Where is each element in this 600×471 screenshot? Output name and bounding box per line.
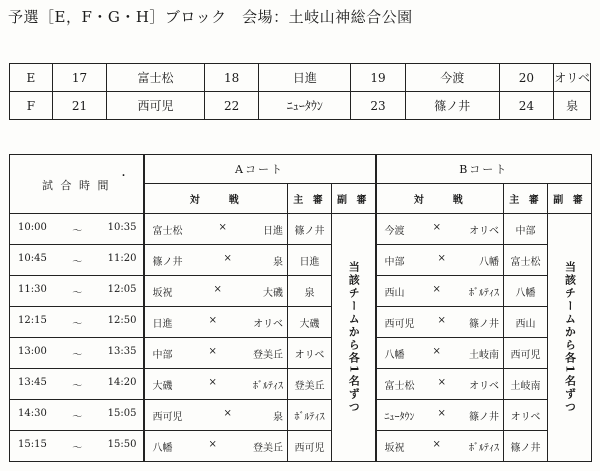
team-away: オリベ bbox=[253, 318, 283, 330]
court-a-referee: 大磯 bbox=[288, 307, 332, 338]
court-a-match bbox=[144, 245, 288, 276]
court-a-match bbox=[144, 400, 288, 431]
end-time: 12:50 bbox=[107, 314, 137, 326]
time-range bbox=[10, 222, 143, 237]
match-pair bbox=[377, 346, 504, 361]
dot-mark: ・ bbox=[118, 171, 129, 182]
team-away: オリベ bbox=[469, 380, 499, 392]
court-a-match-header: 対 戦 bbox=[144, 184, 288, 214]
team-away: 登美丘 bbox=[252, 442, 283, 454]
schedule-row bbox=[10, 276, 592, 307]
team-away: 大磯 bbox=[262, 287, 283, 299]
team-name: 篠ノ井 bbox=[405, 92, 499, 120]
match-pair bbox=[145, 346, 288, 361]
tilde: 〜 bbox=[72, 287, 83, 299]
court-b-match bbox=[376, 214, 504, 245]
start-time: 15:15 bbox=[18, 438, 47, 450]
team-home: 西可児 bbox=[152, 411, 183, 423]
court-b-match bbox=[376, 276, 504, 307]
team-home: 富士松 bbox=[152, 225, 183, 237]
team-home: 坂祝 bbox=[384, 442, 405, 454]
court-b-referee: 篠ノ井 bbox=[504, 431, 548, 462]
start-time: 14:30 bbox=[18, 407, 47, 419]
schedule-row bbox=[10, 214, 592, 245]
match-pair bbox=[377, 408, 504, 423]
court-b-referee: 土岐南 bbox=[504, 369, 548, 400]
end-time: 14:20 bbox=[107, 376, 137, 388]
end-time: 11:20 bbox=[107, 252, 137, 264]
match-pair bbox=[377, 253, 504, 268]
team-name: オリベ bbox=[554, 64, 591, 92]
time-range bbox=[10, 346, 143, 361]
page-title: 予選［E，F・G・H］ブロック 会場：土岐山神総合公園 bbox=[8, 8, 413, 26]
court-b-referee: 中部 bbox=[504, 214, 548, 245]
court-b-match-header: 対 戦 bbox=[376, 184, 504, 214]
time-header-cell bbox=[10, 155, 144, 214]
end-time: 10:35 bbox=[107, 221, 137, 233]
schedule-row bbox=[10, 338, 592, 369]
team-away: 篠ノ井 bbox=[468, 318, 499, 330]
match-pair bbox=[145, 439, 288, 454]
team-home: 中部 bbox=[152, 349, 173, 361]
match-pair bbox=[377, 284, 504, 299]
time-cell bbox=[10, 307, 144, 338]
vs-mark: × bbox=[437, 407, 446, 419]
team-home: 西可児 bbox=[384, 318, 415, 330]
vs-mark: × bbox=[432, 283, 441, 295]
team-away: 土岐南 bbox=[468, 349, 499, 361]
match-pair bbox=[377, 377, 504, 392]
team-number: 22 bbox=[204, 92, 259, 120]
tilde: 〜 bbox=[72, 349, 83, 361]
vs-mark: × bbox=[437, 314, 446, 326]
team-number: 21 bbox=[52, 92, 107, 120]
schedule-row bbox=[10, 431, 592, 462]
tilde: 〜 bbox=[72, 318, 83, 330]
start-time: 12:15 bbox=[18, 314, 47, 326]
match-pair bbox=[145, 408, 288, 423]
team-away: 泉 bbox=[272, 411, 283, 423]
time-cell bbox=[10, 276, 144, 307]
vs-mark: × bbox=[213, 283, 222, 295]
court-b-header: Bコート bbox=[376, 155, 592, 184]
court-a-match bbox=[144, 276, 288, 307]
team-name: 日進 bbox=[259, 64, 351, 92]
team-away: 八幡 bbox=[478, 256, 499, 268]
team-away: オリベ bbox=[469, 225, 499, 237]
court-b-referee: オリベ bbox=[504, 400, 548, 431]
court-b-referee: 西山 bbox=[504, 307, 548, 338]
team-away: 篠ノ井 bbox=[468, 411, 499, 423]
tilde: 〜 bbox=[72, 411, 83, 423]
schedule-table bbox=[9, 154, 592, 462]
court-b-sub-referee-header: 副 審 bbox=[548, 184, 592, 214]
match-pair bbox=[145, 253, 288, 268]
court-a-match bbox=[144, 431, 288, 462]
vs-mark: × bbox=[223, 252, 232, 264]
time-cell bbox=[10, 400, 144, 431]
block-label: F bbox=[10, 92, 53, 120]
vs-mark: × bbox=[208, 376, 217, 388]
team-away: ﾎﾞﾙﾃｨｽ bbox=[252, 380, 283, 392]
team-home: 八幡 bbox=[384, 349, 405, 361]
end-time: 13:35 bbox=[107, 345, 137, 357]
team-name: ﾆｭｰﾀｳﾝ bbox=[259, 92, 351, 120]
end-time: 12:05 bbox=[107, 283, 137, 295]
team-number: 23 bbox=[351, 92, 406, 120]
team-home: 今渡 bbox=[384, 225, 405, 237]
court-b-referee: 八幡 bbox=[504, 276, 548, 307]
end-time: 15:05 bbox=[107, 407, 137, 419]
time-cell bbox=[10, 369, 144, 400]
team-away: ﾎﾞﾙﾃｨｽ bbox=[468, 442, 499, 454]
start-time: 11:30 bbox=[18, 283, 47, 295]
time-cell bbox=[10, 245, 144, 276]
time-range bbox=[10, 439, 143, 454]
team-home: 坂祝 bbox=[152, 287, 173, 299]
team-home: 西山 bbox=[384, 287, 405, 299]
court-b-match bbox=[376, 307, 504, 338]
time-range bbox=[10, 408, 143, 423]
court-b-referee: 西可児 bbox=[504, 338, 548, 369]
vs-mark: × bbox=[432, 221, 442, 233]
team-home: 中部 bbox=[384, 256, 405, 268]
vs-mark: × bbox=[223, 407, 232, 419]
team-number: 18 bbox=[204, 64, 259, 92]
court-b-match bbox=[376, 338, 504, 369]
team-home: 篠ノ井 bbox=[152, 256, 183, 268]
team-home: 大磯 bbox=[152, 380, 173, 392]
team-away: 日進 bbox=[262, 225, 283, 237]
team-number: 17 bbox=[52, 64, 107, 92]
tilde: 〜 bbox=[72, 442, 83, 454]
court-b-match bbox=[376, 431, 504, 462]
court-a-sub-referee-header: 副 審 bbox=[332, 184, 376, 214]
court-b-sub-referee bbox=[548, 214, 592, 462]
match-pair bbox=[145, 222, 288, 237]
match-pair bbox=[377, 439, 504, 454]
court-a-referee: 西可児 bbox=[288, 431, 332, 462]
court-b-match bbox=[376, 400, 504, 431]
court-a-referee: 登美丘 bbox=[288, 369, 332, 400]
court-a-match bbox=[144, 338, 288, 369]
start-time: 10:00 bbox=[18, 221, 47, 233]
start-time: 13:45 bbox=[18, 376, 47, 388]
tilde: 〜 bbox=[72, 256, 83, 268]
vs-mark: × bbox=[437, 376, 447, 388]
time-range bbox=[10, 253, 143, 268]
court-b-referee: 富士松 bbox=[504, 245, 548, 276]
court-b-match bbox=[376, 369, 504, 400]
team-table bbox=[9, 63, 591, 120]
time-range bbox=[10, 315, 143, 330]
team-name: 泉 bbox=[554, 92, 591, 120]
start-time: 13:00 bbox=[18, 345, 47, 357]
team-home: ﾆｭｰﾀｳﾝ bbox=[384, 411, 415, 423]
tilde: 〜 bbox=[72, 380, 83, 392]
vs-mark: × bbox=[208, 314, 218, 326]
time-cell bbox=[10, 338, 144, 369]
team-name: 富士松 bbox=[107, 64, 205, 92]
court-a-header: Aコート bbox=[144, 155, 376, 184]
court-a-referee: 日進 bbox=[288, 245, 332, 276]
team-number: 19 bbox=[351, 64, 406, 92]
team-number: 24 bbox=[499, 92, 554, 120]
team-name: 西可児 bbox=[107, 92, 205, 120]
match-pair bbox=[145, 284, 288, 299]
court-a-match bbox=[144, 369, 288, 400]
start-time: 10:45 bbox=[18, 252, 47, 264]
vs-mark: × bbox=[208, 345, 217, 357]
vs-mark: × bbox=[437, 252, 446, 264]
match-pair bbox=[377, 315, 504, 330]
team-number: 20 bbox=[499, 64, 554, 92]
court-a-match bbox=[144, 307, 288, 338]
court-b-match bbox=[376, 245, 504, 276]
court-a-sub-referee bbox=[332, 214, 376, 462]
court-a-referee: 篠ノ井 bbox=[288, 214, 332, 245]
schedule-row bbox=[10, 307, 592, 338]
vs-mark: × bbox=[218, 221, 227, 233]
team-away: 登美丘 bbox=[252, 349, 283, 361]
match-pair bbox=[145, 315, 288, 330]
court-b-referee-header: 主 審 bbox=[504, 184, 548, 214]
end-time: 15:50 bbox=[107, 438, 137, 450]
schedule-row bbox=[10, 369, 592, 400]
vs-mark: × bbox=[432, 345, 441, 357]
schedule-row bbox=[10, 245, 592, 276]
court-a-referee: 泉 bbox=[288, 276, 332, 307]
team-home: 富士松 bbox=[384, 380, 415, 392]
team-away: ﾎﾞﾙﾃｨｽ bbox=[468, 287, 499, 299]
court-a-referee: オリベ bbox=[288, 338, 332, 369]
tilde: 〜 bbox=[72, 225, 83, 237]
court-a-referee: ﾎﾞﾙﾃｨｽ bbox=[288, 400, 332, 431]
block-label: E bbox=[10, 64, 53, 92]
court-a-referee-header: 主 審 bbox=[288, 184, 332, 214]
vs-mark: × bbox=[208, 438, 217, 450]
team-name: 今渡 bbox=[405, 64, 499, 92]
team-home: 八幡 bbox=[152, 442, 173, 454]
court-a-match bbox=[144, 214, 288, 245]
team-away: 泉 bbox=[272, 256, 283, 268]
time-range bbox=[10, 377, 143, 392]
time-range bbox=[10, 284, 143, 299]
match-pair bbox=[377, 222, 504, 237]
time-cell bbox=[10, 431, 144, 462]
team-home: 日進 bbox=[152, 318, 173, 330]
schedule-row bbox=[10, 400, 592, 431]
match-pair bbox=[145, 377, 288, 392]
team-row bbox=[10, 92, 591, 120]
vs-mark: × bbox=[432, 438, 441, 450]
sub-referee-note: 当該チームから各1名ずつ bbox=[563, 261, 577, 414]
time-header: 試 合 時 間 bbox=[42, 179, 111, 192]
team-row bbox=[10, 64, 591, 92]
time-cell bbox=[10, 214, 144, 245]
sub-referee-note: 当該チームから各1名ずつ bbox=[347, 261, 361, 414]
